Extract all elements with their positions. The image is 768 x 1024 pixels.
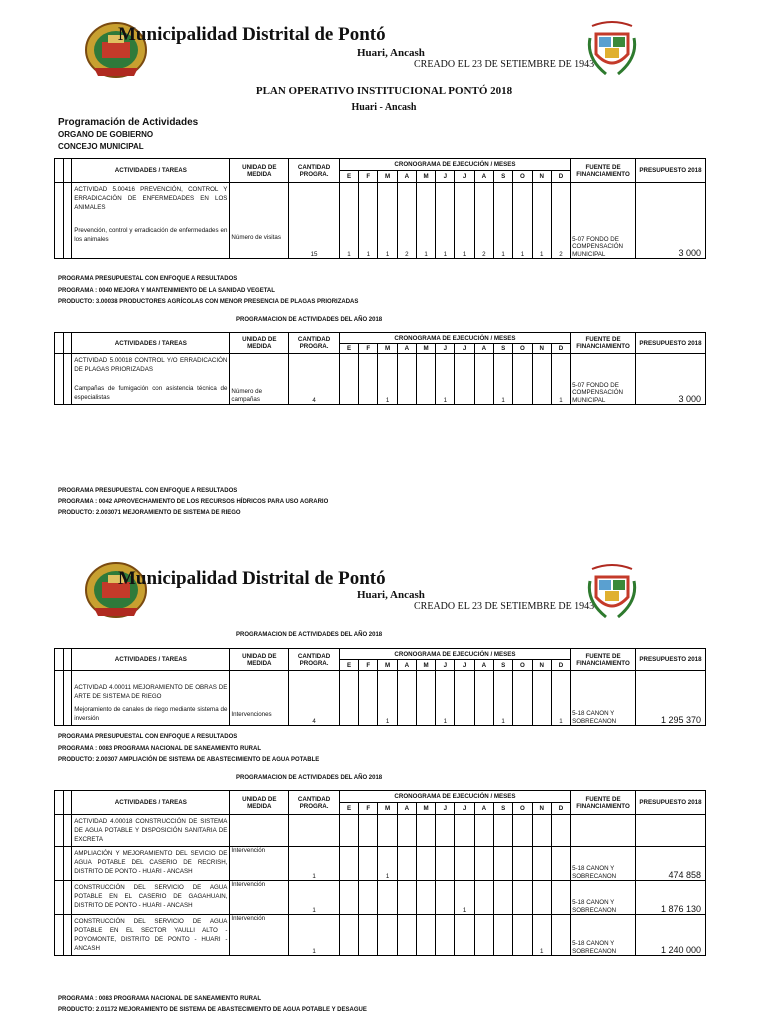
activity-text: ACTIVIDAD 5.00416 PREVENCIÓN, CONTROL Y ERRADICACIÓN DE ENFERMEDADES EN LOS ANIMALES [74, 186, 228, 211]
created-text: CREADO EL 23 DE SETIEMBRE DE 1943 [414, 59, 595, 70]
activity-text: ACTIVIDAD 4.00018 CONSTRUCCIÓN DE SISTEMA DE AGUA POTABLE Y DISPOSICIÓN SANITARIA DE EXCRETA [72, 815, 230, 847]
month-header: M [378, 344, 397, 354]
month-cell: 1 [378, 183, 397, 259]
month-cell [339, 847, 358, 881]
month-cell [551, 847, 570, 881]
producto-label: PRODUCTO: 3.00038 PRODUCTORES AGRÍCOLAS CON MENOR PRESENCIA DE PLAGAS PRIORIZADAS [58, 299, 359, 305]
month-cell [532, 847, 551, 881]
programa-label: PROGRAMA : 0040 MEJORA Y MANTENIMIENTO DE LA SANIDAD VEGETAL [58, 288, 275, 294]
programacion-label: PROGRAMACION DE ACTIVIDADES DEL AÑO 2018 [236, 317, 383, 323]
month-header: S [494, 803, 513, 815]
unit-header: UNIDAD DE MEDIDA [230, 791, 289, 815]
month-header: A [397, 660, 416, 671]
month-cell [513, 915, 532, 956]
unit-cell: Intervención [230, 881, 289, 915]
programacion-label: PROGRAMACION DE ACTIVIDADES DEL AÑO 2018 [236, 632, 383, 638]
month-cell [359, 847, 378, 881]
month-cell [359, 881, 378, 915]
month-header: E [339, 803, 358, 815]
month-cell: 1 [494, 354, 513, 405]
month-cell: 1 [416, 183, 435, 259]
month-cell: 1 [532, 183, 551, 259]
month-header: N [532, 344, 551, 354]
month-cell [513, 671, 532, 726]
month-header: M [378, 803, 397, 815]
month-header: E [339, 344, 358, 354]
producto-label: PRODUCTO: 2.00307 AMPLIACIÓN DE SISTEMA DE ABASTECIMIENTO DE AGUA POTABLE [58, 757, 320, 763]
qty-cell: 1 [289, 847, 340, 881]
unit-header: UNIDAD DE MEDIDA [230, 649, 289, 671]
budget-cell: 1 876 130 [635, 881, 705, 915]
task-text: AMPLIACIÓN Y MEJORAMIENTO DEL SEVICIO DE AGUA POTABLE DEL CASERIO DE RECRISH, DISTRITO DE PONTO - HUARI - ANCASH [72, 847, 230, 881]
activity-text: ACTIVIDAD 5.00018 CONTROL Y/O ERRADICACIÓN DE PLAGAS PRIORIZADAS [74, 357, 228, 373]
budget-cell: 3 000 [635, 354, 705, 405]
month-cell: 1 [339, 183, 358, 259]
budget-header: PRESUPUESTO 2018 [635, 333, 705, 354]
month-cell [551, 915, 570, 956]
location-text: Huari, Ancash [357, 589, 425, 601]
month-cell [474, 847, 493, 881]
peru-crest [586, 18, 638, 80]
month-cell [416, 354, 435, 405]
month-cell [513, 354, 532, 405]
producto-label: PRODUCTO: 2.003071 MEJORAMIENTO DE SISTEMA DE RIEGO [58, 510, 241, 516]
activities-header: ACTIVIDADES / TAREAS [72, 333, 230, 354]
month-header: O [513, 171, 532, 183]
month-cell [474, 881, 493, 915]
qty-cell: 15 [289, 183, 340, 259]
month-cell: 1 [551, 354, 570, 405]
month-header: E [339, 660, 358, 671]
month-header: J [455, 344, 474, 354]
task-text: CONSTRUCCIÓN DEL SERVICIO DE AGUA POTABLE EN EL SECTOR YAULLI ALTO - POYOMONTE, DISTRITO DE PONTO - HUARI - ANCASH [72, 915, 230, 956]
source-header: FUENTE DE FINANCIAMIENTO [571, 159, 636, 183]
budget-header: PRESUPUESTO 2018 [635, 159, 705, 183]
municipality-title: Municipalidad Distrital de Pontó [118, 24, 386, 45]
month-cell: 1 [378, 847, 397, 881]
activities-header: ACTIVIDADES / TAREAS [72, 159, 230, 183]
month-header: J [436, 803, 455, 815]
source-cell: 5-07 FONDO DE COMPENSACIÓN MUNICIPAL [571, 183, 636, 259]
month-cell [455, 354, 474, 405]
month-cell [436, 915, 455, 956]
month-cell: 1 [436, 354, 455, 405]
month-cell [378, 915, 397, 956]
table-row [55, 815, 706, 847]
month-cell [474, 354, 493, 405]
source-cell: 5-18 CANON Y SOBRECANON [571, 915, 636, 956]
month-header: A [474, 660, 493, 671]
qty-header: CANTIDAD PROGRA. [289, 649, 340, 671]
source-cell: 5-18 CANON Y SOBRECANON [571, 671, 636, 726]
month-cell: 1 [436, 183, 455, 259]
month-cell: 1 [378, 671, 397, 726]
month-header: A [474, 803, 493, 815]
month-header: A [474, 344, 493, 354]
month-cell: 1 [436, 671, 455, 726]
month-header: D [551, 803, 570, 815]
unit-cell: Número de campañas [230, 354, 289, 405]
schedule-header: CRONOGRAMA DE EJECUCIÓN / MESES [339, 649, 570, 660]
programa-label: PROGRAMA : 0083 PROGRAMA NACIONAL DE SANEAMIENTO RURAL [58, 996, 262, 1002]
programacion-label: PROGRAMACION DE ACTIVIDADES DEL AÑO 2018 [236, 775, 383, 781]
month-cell [339, 881, 358, 915]
qty-header: CANTIDAD PROGRA. [289, 333, 340, 354]
month-header: M [416, 344, 435, 354]
source-header: FUENTE DE FINANCIAMIENTO [571, 649, 636, 671]
qty-cell: 1 [289, 915, 340, 956]
month-cell [494, 881, 513, 915]
month-cell: 1 [494, 183, 513, 259]
month-cell: 1 [513, 183, 532, 259]
month-cell [513, 881, 532, 915]
month-cell: 1 [532, 915, 551, 956]
month-header: O [513, 803, 532, 815]
month-cell [378, 881, 397, 915]
qty-cell: 4 [289, 354, 340, 405]
unit-cell: Intervención [230, 915, 289, 956]
month-cell: 1 [455, 183, 474, 259]
activities-header: ACTIVIDADES / TAREAS [72, 649, 230, 671]
month-header: E [339, 171, 358, 183]
month-cell: 1 [551, 671, 570, 726]
month-header: D [551, 344, 570, 354]
month-cell [532, 671, 551, 726]
council-label: CONCEJO MUNICIPAL [58, 142, 144, 151]
month-cell [455, 847, 474, 881]
schedule-header: CRONOGRAMA DE EJECUCIÓN / MESES [339, 159, 570, 171]
month-header: N [532, 803, 551, 815]
month-cell [359, 915, 378, 956]
budget-cell: 3 000 [635, 183, 705, 259]
qty-header: CANTIDAD PROGRA. [289, 791, 340, 815]
qty-cell: 1 [289, 881, 340, 915]
month-cell [436, 847, 455, 881]
created-text: CREADO EL 23 DE SETIEMBRE DE 1943 [414, 601, 595, 612]
month-cell: 1 [378, 354, 397, 405]
location-text: Huari, Ancash [357, 47, 425, 59]
month-cell: 1 [455, 881, 474, 915]
month-header: J [455, 660, 474, 671]
table-row [55, 881, 706, 915]
month-header: F [359, 171, 378, 183]
source-header: FUENTE DE FINANCIAMIENTO [571, 791, 636, 815]
activities-header: ACTIVIDADES / TAREAS [72, 791, 230, 815]
month-cell [416, 881, 435, 915]
activities-table-3 [54, 648, 706, 726]
plan-title: PLAN OPERATIVO INSTITUCIONAL PONTÓ 2018 [255, 85, 513, 97]
month-header: M [378, 660, 397, 671]
month-header: J [436, 660, 455, 671]
month-cell [339, 671, 358, 726]
activities-table-1 [54, 158, 706, 259]
schedule-header: CRONOGRAMA DE EJECUCIÓN / MESES [339, 333, 570, 344]
month-cell [397, 915, 416, 956]
month-cell [416, 915, 435, 956]
month-header: S [494, 660, 513, 671]
month-header: F [359, 344, 378, 354]
producto-label: PRODUCTO: 2.01172 MEJORAMIENTO DE SISTEMA DE ABASTECIMIENTO DE AGUA POTABLE Y DESAGUE [58, 1007, 367, 1013]
task-text: CONSTRUCCIÓN DEL SERVICIO DE AGUA POTABLE EN EL CASERIO DE GAGAHUAIN, DISTRITO DE PONTO - HUARI - ANCASH [72, 881, 230, 915]
month-cell [474, 671, 493, 726]
blank-col [64, 159, 72, 183]
budget-cell: 474 858 [635, 847, 705, 881]
table-row [55, 183, 706, 259]
budget-cell: 1 240 000 [635, 915, 705, 956]
table-row [55, 847, 706, 881]
month-header: A [397, 803, 416, 815]
unit-cell: Intervención [230, 847, 289, 881]
month-cell [513, 847, 532, 881]
month-cell [494, 915, 513, 956]
month-cell: 1 [359, 183, 378, 259]
month-cell [416, 847, 435, 881]
month-header: J [436, 171, 455, 183]
month-header: N [532, 171, 551, 183]
month-header: M [416, 171, 435, 183]
month-cell [397, 847, 416, 881]
month-header: A [397, 344, 416, 354]
month-header: N [532, 660, 551, 671]
month-cell [416, 671, 435, 726]
month-cell: 1 [494, 671, 513, 726]
activities-table-2 [54, 332, 706, 405]
activity-cell [72, 671, 230, 726]
programa-ppr-label: PROGRAMA PRESUPUESTAL CON ENFOQUE A RESULTADOS [58, 734, 238, 740]
unit-header: UNIDAD DE MEDIDA [230, 333, 289, 354]
month-header: A [474, 171, 493, 183]
task-text: Mejoramiento de canales de riego mediante sistema de inversión [74, 706, 228, 722]
activity-cell [72, 354, 230, 405]
activity-cell [72, 183, 230, 259]
table-row [55, 354, 706, 405]
month-cell [551, 881, 570, 915]
month-cell [455, 915, 474, 956]
month-cell [397, 354, 416, 405]
budget-header: PRESUPUESTO 2018 [635, 649, 705, 671]
source-header: FUENTE DE FINANCIAMIENTO [571, 333, 636, 354]
month-header: D [551, 171, 570, 183]
programa-label: PROGRAMA : 0042 APROVECHAMIENTO DE LOS RECURSOS HÍDRICOS PARA USO AGRARIO [58, 499, 329, 505]
budget-header: PRESUPUESTO 2018 [635, 791, 705, 815]
month-cell: 2 [397, 183, 416, 259]
month-cell [359, 354, 378, 405]
unit-cell: Número de visitas [230, 183, 289, 259]
month-cell [397, 671, 416, 726]
programa-ppr-label: PROGRAMA PRESUPUESTAL CON ENFOQUE A RESULTADOS [58, 488, 238, 494]
month-cell [339, 354, 358, 405]
month-header: S [494, 171, 513, 183]
month-cell [494, 847, 513, 881]
month-cell: 2 [474, 183, 493, 259]
table-row [55, 915, 706, 956]
organ-label: ORGANO DE GOBIERNO [58, 130, 154, 139]
month-cell [436, 881, 455, 915]
activities-table-4 [54, 790, 706, 956]
month-header: J [455, 171, 474, 183]
month-header: M [378, 171, 397, 183]
month-cell [532, 881, 551, 915]
month-cell [359, 671, 378, 726]
month-header: J [436, 344, 455, 354]
month-cell [455, 671, 474, 726]
month-header: M [416, 660, 435, 671]
month-header: A [397, 171, 416, 183]
month-header: F [359, 803, 378, 815]
unit-cell: Intervenciones [230, 671, 289, 726]
month-header: F [359, 660, 378, 671]
programa-label: PROGRAMA : 0083 PROGRAMA NACIONAL DE SANEAMIENTO RURAL [58, 746, 262, 752]
month-header: D [551, 660, 570, 671]
source-cell: 5-07 FONDO DE COMPENSACIÓN MUNICIPAL [571, 354, 636, 405]
month-header: M [416, 803, 435, 815]
month-header: O [513, 660, 532, 671]
qty-header: CANTIDAD PROGRA. [289, 159, 340, 183]
month-cell [339, 915, 358, 956]
month-cell [474, 915, 493, 956]
source-cell: 5-18 CANON Y SOBRECANON [571, 881, 636, 915]
budget-cell: 1 295 370 [635, 671, 705, 726]
task-text: Campañas de fumigación con asistencia técnica de especialistas [74, 385, 228, 401]
peru-crest [586, 560, 638, 624]
source-cell: 5-18 CANON Y SOBRECANON [571, 847, 636, 881]
municipality-title: Municipalidad Distrital de Pontó [118, 568, 386, 589]
section-title: Programación de Actividades [58, 117, 199, 128]
plan-subtitle: Huari - Ancash [351, 102, 417, 113]
programa-ppr-label: PROGRAMA PRESUPUESTAL CON ENFOQUE A RESULTADOS [58, 276, 238, 282]
unit-header: UNIDAD DE MEDIDA [230, 159, 289, 183]
qty-cell: 4 [289, 671, 340, 726]
schedule-header: CRONOGRAMA DE EJECUCIÓN / MESES [339, 791, 570, 803]
month-cell [397, 881, 416, 915]
blank-col [55, 159, 64, 183]
month-cell: 2 [551, 183, 570, 259]
month-cell [532, 354, 551, 405]
month-header: J [455, 803, 474, 815]
table-row [55, 671, 706, 726]
task-text: Prevención, control y erradicación de enfermedades en los animales [74, 227, 228, 243]
activity-text: ACTIVIDAD 4.00011 MEJORAMIENTO DE OBRAS DE ARTE DE SISTEMA DE RIEGO [74, 684, 228, 700]
month-header: S [494, 344, 513, 354]
month-header: O [513, 344, 532, 354]
